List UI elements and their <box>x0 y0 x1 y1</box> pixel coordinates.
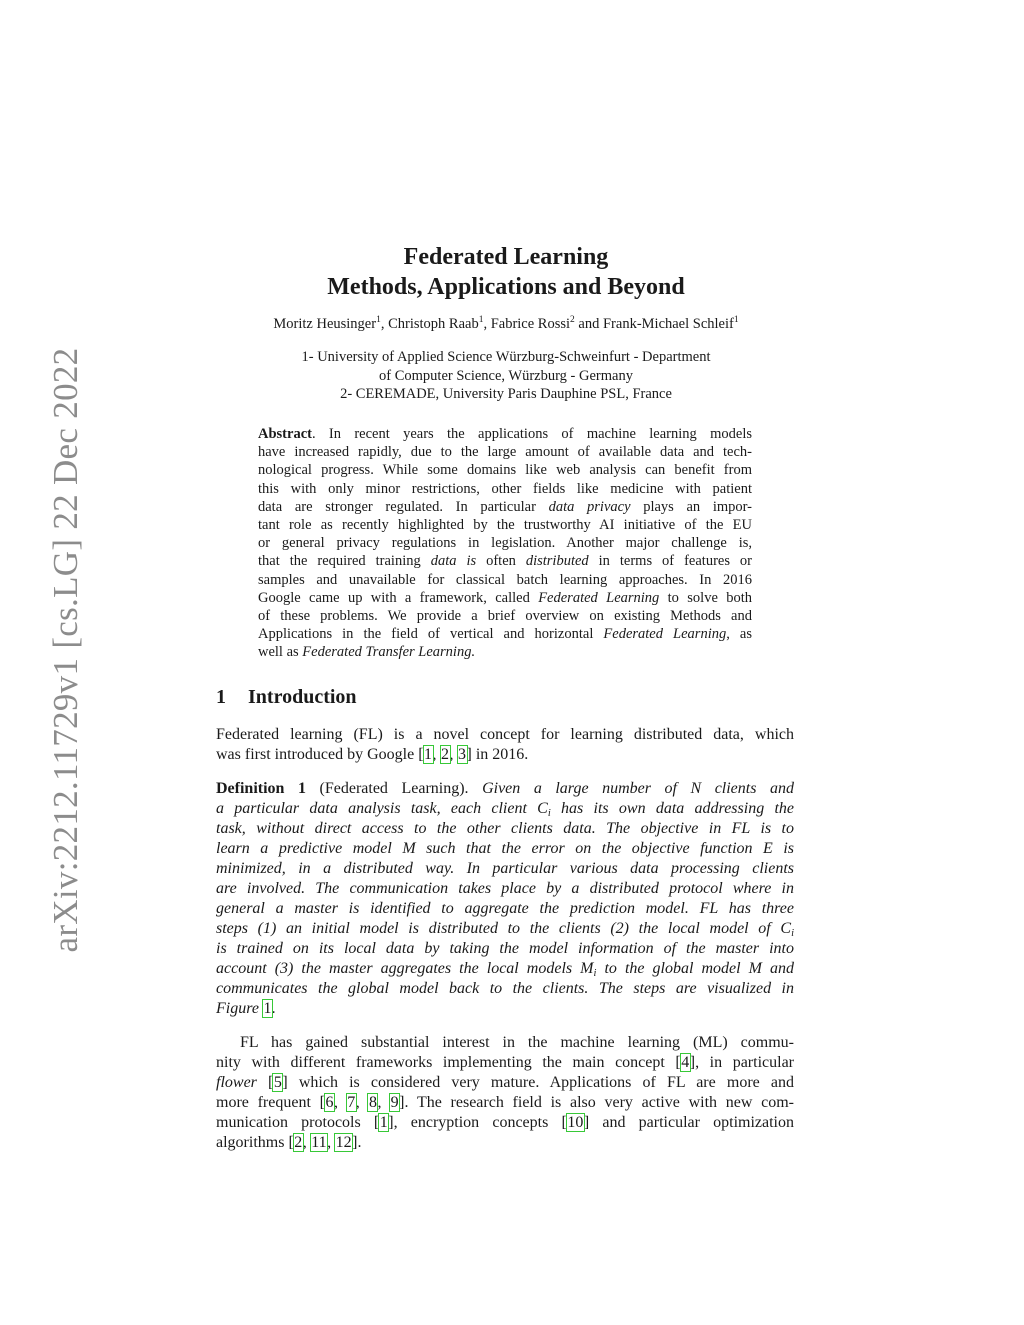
author-affiliation-mark: 2 <box>570 315 575 325</box>
paragraph-text <box>257 1074 268 1091</box>
paragraph-text: munication protocols <box>216 1114 374 1131</box>
author-affiliation-mark: 1 <box>478 315 484 325</box>
abstract-line <box>258 625 752 643</box>
subscript: i <box>593 968 597 979</box>
citation-link[interactable]: 9 <box>390 1094 399 1111</box>
definition-label: Definition 1 <box>216 780 306 797</box>
abstract-line: have increased rapidly, due to the large amount of available data and tech- <box>258 444 752 461</box>
paragraph-line: was first introduced by Google [1, 2, 3] in 2016. <box>216 746 529 763</box>
subscript: i <box>547 808 551 819</box>
abstract-line: samples and unavailable for classical batch learning approaches. In 2016 <box>258 571 752 588</box>
definition-line: is trained on its local data by taking the model information of the master into <box>216 940 794 957</box>
abstract-text: . In recent years the applications of machine learning models <box>311 426 752 442</box>
paper-title-line2: Methods, Applications and Beyond <box>327 274 685 300</box>
affiliations <box>200 348 812 404</box>
definition-line <box>216 779 794 799</box>
definition-line: communicates the global model back to the clients. The steps are visualized in <box>216 980 794 997</box>
paragraph-text: , in particular <box>695 1054 794 1071</box>
definition-line: Figure 1. <box>216 1000 276 1017</box>
paragraph-line: flower [5] which is considered very mature. Applications of FL are more and <box>216 1074 795 1091</box>
paragraph-line: nity with different frameworks implementing the main concept [4], in particular <box>216 1054 794 1071</box>
affiliation-line: 1- University of Applied Science Würzburg-Schweinfurt - Department <box>301 349 711 365</box>
abstract-line <box>258 589 752 607</box>
abstract-line: of these problems. We provide a brief overview on existing Methods and <box>258 607 752 624</box>
paragraph-text: , encryption concepts <box>393 1114 562 1131</box>
definition-line: task, without direct access to the other clients data. The objective in FL is to <box>216 820 794 837</box>
citation-link[interactable]: 5 <box>273 1074 282 1091</box>
paragraph-line: Federated learning (FL) is a novel concept for learning distributed data, which <box>216 726 794 743</box>
citation-link[interactable]: 3 <box>458 746 467 763</box>
abstract-text: in terms of features or <box>588 553 753 570</box>
author-affiliation-mark: 1 <box>376 315 381 325</box>
section-number: 1 <box>216 686 226 708</box>
paragraph-text: more frequent <box>216 1094 320 1111</box>
abstract-emphasis: Federated Learning <box>603 626 727 643</box>
definition-text: Given a large number of N clients and <box>468 780 794 797</box>
abstract-text: Applications in the field of vertical and horizontal <box>258 626 604 643</box>
paragraph-text: in 2016. <box>471 746 529 763</box>
citation-link[interactable]: 4 <box>681 1054 690 1071</box>
citation-link[interactable]: 6 <box>325 1094 334 1111</box>
citation-link[interactable]: 7 <box>347 1094 356 1111</box>
citation-link[interactable]: 1 <box>379 1114 388 1131</box>
abstract-text: , as <box>726 626 752 643</box>
abstract-text: that the required training <box>258 553 431 570</box>
figure-link[interactable]: 1 <box>263 1000 272 1017</box>
abstract-emphasis: data privacy <box>548 498 631 515</box>
abstract-text: plays an impor- <box>630 498 753 515</box>
definition-text: a particular data analysis task, each client C <box>216 800 548 817</box>
abstract-text: to solve both <box>659 589 752 606</box>
paragraph-text: which is considered very mature. Applications of FL are more and <box>287 1074 795 1091</box>
paragraph-line: munication protocols [1], encryption concepts [10] and particular optimization <box>216 1114 794 1131</box>
abstract-emphasis: distributed <box>525 553 589 570</box>
abstract-line: nological progress. While some domains like web analysis can benefit from <box>258 462 752 479</box>
abstract-text: Google came up with a framework, called <box>258 589 539 606</box>
definition-line: general a master is identified to aggregate the prediction model. FL has three <box>216 900 794 917</box>
definition-line: minimized, in a distributed way. In particular various data processing clients <box>216 860 794 877</box>
author-affiliation-mark: 1 <box>733 315 739 325</box>
paragraph-emphasis: flower <box>216 1074 257 1091</box>
affiliation-line: 2- CEREMADE, University Paris Dauphine PSL, France <box>340 386 672 402</box>
paragraph-2 <box>216 1033 794 1153</box>
definition-line: are involved. The communication takes place by a distributed protocol where in <box>216 880 794 897</box>
citation-link[interactable]: 1 <box>424 746 433 763</box>
author-list <box>200 316 812 333</box>
citation-link[interactable]: 2 <box>294 1134 303 1151</box>
citation-link[interactable]: 11 <box>311 1134 327 1151</box>
author-name: Christoph Raab <box>388 316 479 332</box>
paragraph-text: . The research field is also very active with new com- <box>404 1094 795 1111</box>
paragraph-line: more frequent [6, 7, 8, 9]. The research field is also very active with new com- <box>216 1094 795 1111</box>
abstract-label: Abstract <box>258 426 312 442</box>
intro-paragraph <box>216 725 794 765</box>
abstract <box>258 425 752 661</box>
definition-text: to the global model M and <box>596 960 794 977</box>
definition-text: Figure <box>216 1000 263 1017</box>
paragraph-text: and particular optimization <box>589 1114 794 1131</box>
paragraph-text: algorithms <box>216 1134 289 1151</box>
author-name: Frank-Michael Schleif <box>602 316 734 332</box>
abstract-line <box>258 425 752 443</box>
affiliation-line: of Computer Science, Würzburg - Germany <box>379 367 633 384</box>
abstract-line <box>258 552 752 570</box>
definition-line <box>216 799 794 819</box>
citation-link[interactable]: 10 <box>567 1114 584 1131</box>
abstract-line: or general privacy regulations in legislation. Another major challenge is, <box>258 535 752 552</box>
definition-text: steps (1) an initial model is distributed to the clients (2) the local model of C <box>216 920 792 937</box>
subscript: i <box>791 928 794 939</box>
abstract-line: this with only minor restrictions, other fields like medicine with patient <box>258 480 752 497</box>
arxiv-identifier: arXiv:2212.11729v1 [cs.LG] 22 Dec 2022 <box>46 347 85 953</box>
paragraph-text: was first introduced by Google <box>216 746 419 763</box>
author-separator: and <box>574 316 603 332</box>
paragraph-text: . <box>357 1134 362 1151</box>
definition-line <box>216 919 794 939</box>
abstract-line <box>258 643 752 661</box>
author-separator: , <box>483 316 491 332</box>
definition-line <box>216 959 794 979</box>
abstract-emphasis: Federated Learning <box>538 589 660 606</box>
paper-title-line1: Federated Learning <box>403 244 609 270</box>
paragraph-line: algorithms [2, 11, 12]. <box>216 1134 362 1151</box>
abstract-line <box>258 498 752 516</box>
abstract-line: tant role as recently highlighted by the trustworthy AI initiative of the EU <box>258 516 752 533</box>
abstract-emphasis: Federated Transfer Learning. <box>302 644 476 661</box>
author-separator: , <box>380 316 389 332</box>
abstract-text: often <box>476 553 526 570</box>
definition-text: has its own data addressing the <box>550 800 795 817</box>
definition-text: account (3) the master aggregates the local models M <box>216 960 594 977</box>
citation-link[interactable]: 2 <box>441 746 450 763</box>
definition-block <box>216 779 794 1019</box>
abstract-text: well as <box>258 644 303 661</box>
paragraph-line: FL has gained substantial interest in the machine learning (ML) commu- <box>240 1034 794 1051</box>
citation-link[interactable]: 12 <box>335 1134 352 1151</box>
definition-line: learn a predictive model M such that the error on the objective function E is <box>216 840 794 857</box>
definition-name: (Federated Learning). <box>305 780 469 797</box>
paragraph-text: nity with different frameworks implementing the main concept <box>216 1054 676 1071</box>
author-name: Fabrice Rossi <box>490 316 571 332</box>
citation-link[interactable]: 8 <box>368 1094 377 1111</box>
section-title: Introduction <box>248 686 357 708</box>
abstract-emphasis: data is <box>430 553 477 570</box>
abstract-text: data are stronger regulated. In particular <box>258 498 549 515</box>
section-heading <box>216 686 357 709</box>
author-name: Moritz Heusinger <box>273 316 377 332</box>
